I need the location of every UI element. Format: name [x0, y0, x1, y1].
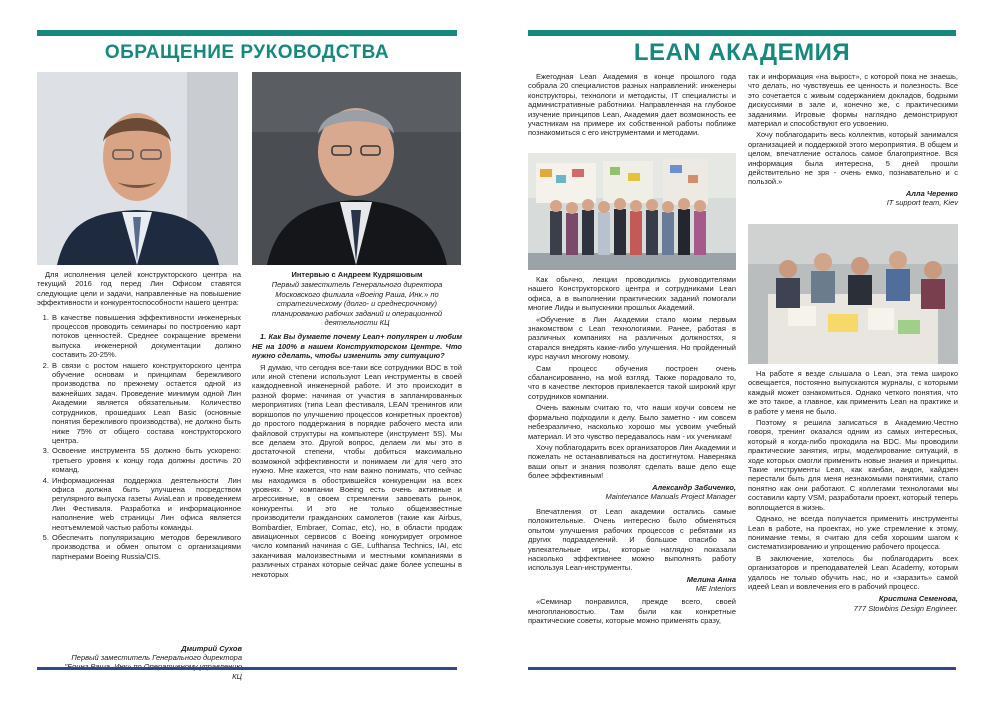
goal-item: 3. Освоение инструмента 5S должно быть ускорено: третьего уровня к концу года должны достичь 20 команд.	[51, 446, 241, 474]
signature-name: Дмитрий Сухов	[181, 644, 242, 653]
signature-melina	[528, 575, 736, 593]
signature-zabichenko	[528, 483, 736, 501]
goal-item: 2. В связи с ростом нашего конструкторского центра обучение основам и принципам бережливого производства по прежнему остается одной из важнейших задач. Проведение минимум одной Лин Академии является обязательным. Количество сотрудников, прошедших Lean Basic (основные понятия бережливого производства), не должно быть ниже 75% от общего состава конструкторского центра.	[51, 361, 241, 446]
right-col1-main	[528, 275, 736, 627]
signature-name: Мелина Анна	[686, 574, 736, 584]
signature-semenova	[748, 594, 958, 612]
story-paragraph: Однако, не всегда получается применить инструменты Lean в работе, на проектах, но уже стремление к этому, понимание темы, я считаю для себя хорошим шагом к систематизированию и упрощению рабочего процесса.	[748, 514, 958, 552]
right-page-title: LEAN АКАДЕМИЯ	[633, 39, 851, 66]
goal-item: 5. Обеспечить популяризацию методов бережливого производства и обмен опытом с организациями партнерами Boeing Russia/CIS.	[51, 533, 241, 561]
quote-paragraph: «Обучение в Лин Академии стало моим первым знакомством с Lean технологиями. Ранее, работая в различных компаниях на различных должностях, я старался внедрять какие-либо улучшения. Но пройденный курс научил многому новому.	[528, 314, 736, 362]
left-bottom-bar	[37, 667, 457, 670]
portrait-photo-kudryashov	[252, 72, 461, 265]
goals-list	[51, 313, 241, 562]
signature-name: Александр Забиченко,	[652, 482, 736, 492]
story-paragraph: Поэтому я решила записаться в Академию.Честно говоря, тренинг оказался одним из самых интересных, который я когда-либо проходила на BDC. Мы проводили практические занятия, игры, моделирование ситуаций, в ходе которых смогли применить новые знания и принципы. Такие инструменты Lean, как канбан, андон, кайдзен перестали быть для меня незнакомыми понятиями, стало понятно как они работают. С коллегами технологами мы составили карту VSM, разработали проект, который теперь воплощается в жизнь.	[748, 418, 958, 512]
interview-subtitle: Первый заместитель Генерального директора Московского филиала «Boeing Раша, Инк.» по стратегическому (долго- и среднесрочному) планированию рабочих заданий и операционной деятельности КЦ	[271, 280, 443, 328]
signature-role: Первый заместитель Генерального директора КЦ	[71, 653, 242, 681]
left-top-bar	[37, 30, 457, 36]
right-col1-top	[528, 72, 736, 140]
story-paragraph: На работе я везде слышала о Lean, эта тема широко освещается, постоянно выпускаются журналы, с которыми каждый может ознакомиться. Однако четкого понятия, что же это такое, а главное, как применить Lean на практике и в работе у меня не было.	[748, 369, 958, 416]
seminar-paragraph: «Семинар понравился, прежде всего, своей многоплановостью. Там были как конкретные практические советы, которые можно применять сразу,	[528, 597, 736, 625]
portrait-photo-sukhov	[37, 72, 238, 265]
signature-sukhov	[60, 644, 242, 681]
impressions-paragraph: Впечатления от Lean академии остались самые положительные. Очень интересно было обменяться опытом улучшения рабочих процессов с ребятами из других подразделений. И большое спасибо за увлекательные игры, которые наглядно показали насколько эффективнее можно выполнять работу используя Lean-инструменты.	[528, 506, 736, 573]
goal-item: 4. Информационная поддержка деятельности Лин офиса должна быть улучшена посредством регулярного выпуска газеты AviaLean и проведением Лин Фестиваля. Разработка и информационное наполнение web страницы Лин офиса является неотъемлемой частью работы команды.	[51, 476, 241, 532]
right-col2-top	[748, 72, 958, 207]
left-column	[37, 270, 241, 562]
interview-answer: Я думаю, что сегодня все-таки все сотрудники BDC в той или иной степени используют Lean инструменты в своей каждодневной инженерной работе. И это происходит в разной форме: начиная от участия в запланированных мероприятиях (типа Lean фестиваля, LEAN тренингов или воркшопов по улучшению процессов конкретных проектов) до простого поддержания в порядке рабочего места или файловой структуры на компьютере (инструмент 5S). Мы все делаем это. Другой вопрос, делаем ли мы это в достаточной степени, чтобы добиться максимально возможной эффективности и понимаем ли для чего это нужно. Мне кажется, что нам важно понимать, что сейчас мы находимся в обострившейся конкуренции на всех уровнях. У компании Boeing есть очень активные и агрессивные, в своем стремлении завоевать рынок, конкуренты. И это не только общеизвестные производители гражданских самолетов (такие как Airbus, Bombardier, Embraer, Comac, etc), но, в области продаж авиационных сервисов с Boeing конкурирует огромное число компаний начиная с GE, Lufthansa Technics, IAI, etc заканчивая малоизвестными и местными компаниями в различных странах которые сейчас даже более успешны в некоторых	[252, 362, 462, 579]
interview-column	[252, 270, 462, 581]
workshop-photo	[748, 224, 958, 364]
goal-item: 1. В качестве повышения эффективности инженерных процессов проводить семинары по построению карт потоков ценностей. Среднее сокращение времени выпуска инженерной документации должно составить 20-25%.	[51, 313, 241, 360]
story-paragraph: В заключение, хотелось бы поблагодарить всех организаторов и преподавателей Lean Academy, которым удалось не только обучить нас, но и «заразить» самой идеей Lean и вовлечения его в рабочий процесс.	[748, 553, 958, 591]
signature-name: Алла Черенко	[905, 188, 958, 198]
right-bottom-bar	[528, 667, 956, 670]
quote-paragraph: Хочу поблагодарить всех организаторов Лин Академии и пожелать не останавливаться на достигнутом. Наверняка ваши опыт и знания позволят сделать ваше дело еще более эффективным!	[528, 442, 736, 481]
signature-name: Кристина Семенова,	[878, 594, 958, 604]
academy-intro: Ежегодная Lean Академия в конце прошлого года собрала 20 специалистов разных направлений: инженеры конструкторы, технологи и методисты, IT специалисты и административные работники. Направленная на глубокое изучение принципов Lean, Академия дает возможность ее участникам на примере их собственной работы поближе познакомиться с его инструментами и методами.	[528, 72, 736, 138]
interview-title: Интервью с Андреем Кудряшовым	[291, 270, 423, 279]
quote-paragraph: Сам процесс обучения построен очень сбалансированно, на мой взгляд. Также порадовало то, что в качестве лекторов привлекается такой широкий круг сотрудников компании.	[528, 363, 736, 401]
left-page-title: ОБРАЩЕНИЕ РУКОВОДСТВА	[104, 42, 390, 63]
signature-role: ME Interiors	[695, 583, 736, 593]
signature-role: Maintenance Manuals Project Manager	[605, 491, 736, 501]
signature-cherenko	[748, 189, 958, 207]
group-photo	[528, 153, 736, 270]
quote-paragraph: Очень важным считаю то, что наши коучи совсем не формально подходили к делу. Было заметно - им совсем небезразлично, насколько хорошо мы усвоим учебный материал. И это чувство передавалось нам - их ученикам!	[528, 403, 736, 441]
signature-role: IT support team, Kiev	[886, 198, 958, 208]
intro-paragraph: Для исполнения целей конструкторского центра на текущий 2016 год перед Лин Офисом ставятся следующие цели и задачи, направленные на повышение эффективности и конкурентоспособности нашего центра:	[37, 270, 241, 308]
right-top-bar	[528, 30, 956, 36]
continued-quote: так и информация «на вырост», с которой пока не знаешь, что делать, но чувствуешь ее ценность и полезность. Все это сочетается с живым содержанием докладов, бодрыми дискуссиями в зале и, конечно же, с практическими заданиями. Игровые формы наглядно демонстрируют материал и способствуют его усвоению.	[748, 72, 958, 129]
interview-question: 1. Как Вы думаете почему Lean+ популярен и любим НЕ на 100% в нашем Конструкторском Центре. Что нужно сделать, чтобы изменить эту ситуацию?	[252, 332, 462, 361]
lectures-paragraph: Как обычно, лекции проводились руководителями нашего Конструкторского центра и сотрудниками Lean офиса, а в выполнении практических заданий помогали многие Лиды и выпускники прошлых Академий.	[528, 275, 736, 313]
right-col2-main	[748, 369, 958, 613]
thanks-paragraph: Хочу поблагодарить весь коллектив, который занимался организацией и поддержкой этого мероприятия. В общем и целом, впечатление осталось самое благоприятное. Вся информация была интересна, 5 дней прошли действительно не зря - очень емко, познавательно и с пользой.»	[748, 130, 958, 187]
signature-role: 777 Stowbins Design Engineer.	[853, 603, 958, 613]
